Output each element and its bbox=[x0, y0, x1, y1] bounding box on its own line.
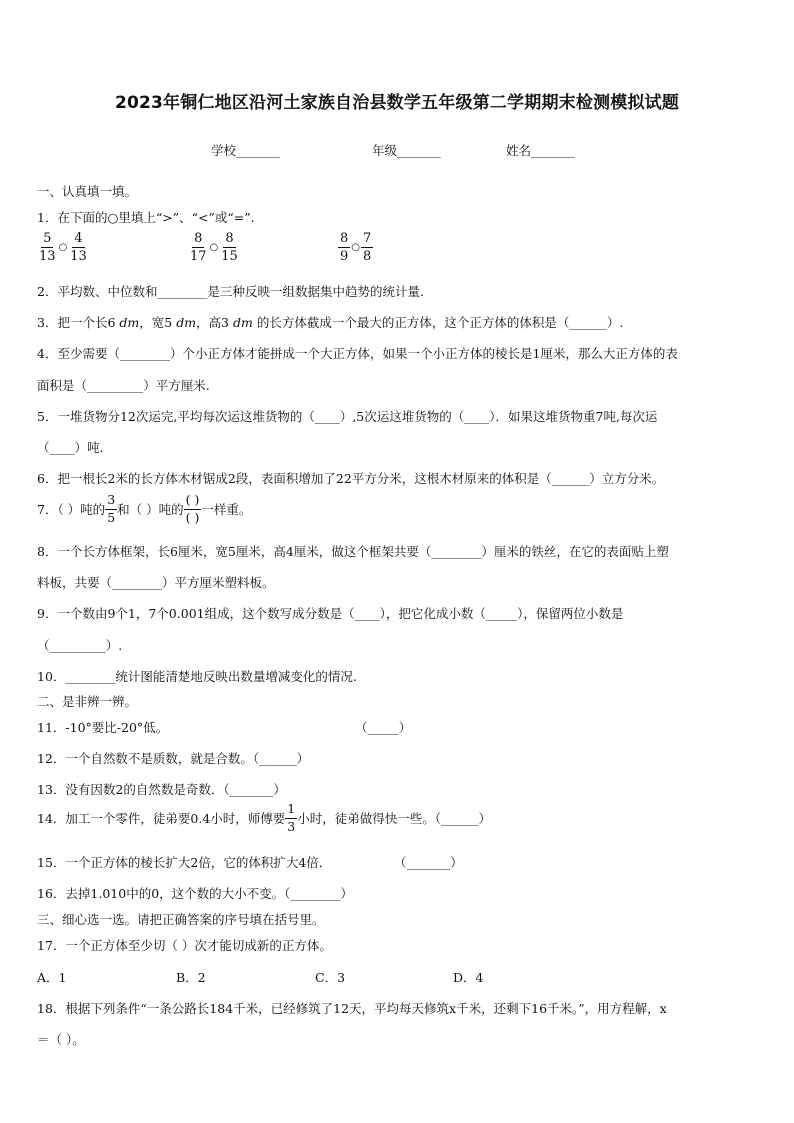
question-3: 3．把一个长6 dm，宽5 dm，高3 dm 的长方体截成一个最大的正方体，这个正方体的体积是（______）. bbox=[37, 315, 624, 330]
question-6: 6．把一根长2米的长方体木材锯成2段，表面积增加了22平方分米，这根木材原来的体积是（______）立方分米。 bbox=[37, 471, 665, 486]
option-b: B．2 bbox=[176, 970, 206, 985]
question-12: 12．一个自然数不是质数，就是合数。（______） bbox=[37, 751, 310, 766]
fraction: $\frac{8}{17}$ bbox=[190, 231, 207, 264]
section-2-heading: 二、是非辨一辨。 bbox=[37, 694, 138, 709]
answer-blank: （_____） bbox=[355, 720, 412, 735]
question-4: 4．至少需要（________）个小正方体才能拼成一个大正方体，如果一个小正方体的棱长是1厘米，那么大正方体的表 bbox=[37, 346, 678, 361]
section-1-heading: 一、认真填一填。 bbox=[37, 184, 138, 199]
name-field: 姓名_______ bbox=[506, 143, 575, 158]
question-8-cont: 料板，共要（________）平方厘米塑料板。 bbox=[37, 575, 275, 590]
compare-pair-2 bbox=[188, 232, 240, 263]
question-7: 7．（ ）吨的 $\frac{3}{5}$ 和（ ）吨的 $\frac{( )}{( )}$ 一样重。 bbox=[37, 492, 252, 525]
compare-pair-3 bbox=[338, 232, 373, 263]
question-17: 17．一个正方体至少切（ ）次才能切成新的正方体。 bbox=[37, 938, 332, 953]
question-2: 2．平均数、中位数和________是三种反映一组数据集中趋势的统计量. bbox=[37, 284, 424, 299]
compare-pair-1 bbox=[37, 232, 89, 263]
fraction: $\frac{8}{15}$ bbox=[221, 231, 238, 264]
question-9-cont: （_________）. bbox=[37, 638, 123, 653]
question-4-cont: 面积是（_________）平方厘米. bbox=[37, 378, 210, 393]
question-15: 15．一个正方体的棱长扩大2倍，它的体积扩大4倍． bbox=[37, 855, 332, 870]
question-5-cont: （____）吨. bbox=[37, 440, 104, 455]
option-a: A．1 bbox=[37, 970, 67, 985]
question-10: 10．________统计图能清楚地反映出数量增减变化的情况. bbox=[37, 669, 357, 684]
answer-circle: ○ bbox=[209, 242, 219, 253]
grade-field: 年级_______ bbox=[372, 143, 441, 158]
question-11: 11．-10°要比-20°低。 bbox=[37, 720, 169, 735]
question-9: 9．一个数由9个1，7个0.001组成，这个数写成分数是（____），把它化成小数（_____），保留两位小数是 bbox=[37, 606, 624, 621]
question-8: 8．一个长方体框架，长6厘米，宽5厘米，高4厘米，做这个框架共要（________）厘米的铁丝，在它的表面贴上塑 bbox=[37, 544, 669, 559]
fraction: $\frac{3}{5}$ bbox=[107, 492, 116, 525]
fraction: $\frac{4}{13}$ bbox=[70, 231, 87, 264]
fraction: $\frac{7}{8}$ bbox=[363, 231, 372, 264]
answer-blank: （_______） bbox=[394, 855, 463, 870]
school-field: 学校_______ bbox=[211, 143, 280, 158]
question-1: 1．在下面的○里填上“>”、“<”或“=”. bbox=[37, 210, 255, 225]
option-c: C．3 bbox=[315, 970, 346, 985]
option-d: D．4 bbox=[453, 970, 484, 985]
fraction: $\frac{8}{9}$ bbox=[340, 231, 349, 264]
answer-circle: ○ bbox=[351, 242, 361, 253]
answer-circle: ○ bbox=[58, 242, 68, 253]
section-3-heading: 三、细心选一选。请把正确答案的序号填在括号里。 bbox=[37, 912, 325, 927]
blank-fraction: $\frac{( )}{( )}$ bbox=[185, 492, 200, 525]
fraction: $\frac{1}{3}$ bbox=[287, 801, 296, 834]
question-16: 16．去掉1.010中的0，这个数的大小不变。（________） bbox=[37, 886, 353, 901]
question-13: 13．没有因数2的自然数是奇数．（_______） bbox=[37, 782, 286, 797]
question-5: 5．一堆货物分12次运完,平均每次运这堆货物的（____）,5次运这堆货物的（____）．如果这堆货物重7吨,每次运 bbox=[37, 409, 658, 424]
question-18: 18．根据下列条件“一条公路长184千米，已经修筑了12天，平均每天修筑x千米，还剩下16千米。”，用方程解，x bbox=[37, 1001, 667, 1016]
question-14: 14．加工一个零件，徒弟要0.4小时，师傅要 $\frac{1}{3}$ 小时，徒弟做得快一些。（______） bbox=[37, 801, 492, 834]
page-title: 2023年铜仁地区沿河土家族自治县数学五年级第二学期期末检测模拟试题 bbox=[114, 93, 680, 113]
fraction: $\frac{5}{13}$ bbox=[39, 231, 56, 264]
question-18-cont: ＝（ ）。 bbox=[37, 1032, 85, 1047]
